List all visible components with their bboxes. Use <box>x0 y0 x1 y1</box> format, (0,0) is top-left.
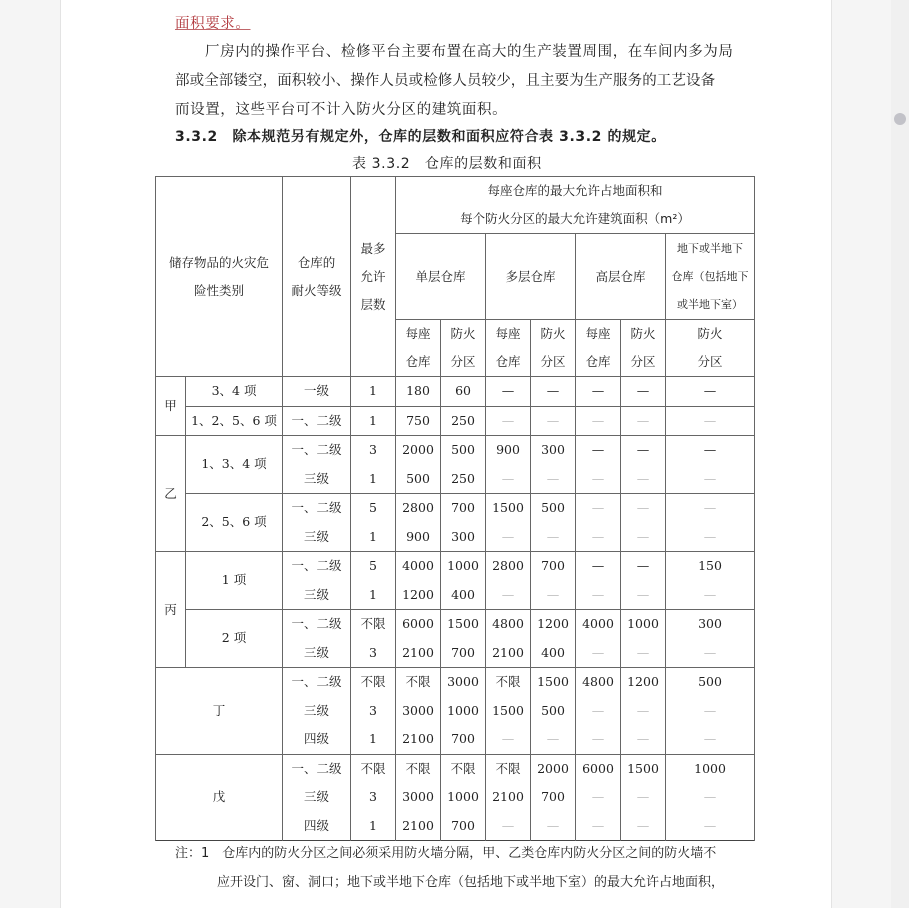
area-value-cell: 2000 <box>396 436 441 465</box>
max-floors-cell: 5 <box>351 494 396 523</box>
area-value-cell: 1000 <box>621 610 666 639</box>
fire-rating-cell: 四级 <box>283 725 351 754</box>
area-value-cell: 不限 <box>441 754 486 783</box>
category-cell: 丙 <box>156 552 186 668</box>
area-value-cell: — <box>576 725 621 754</box>
area-value-cell: 不限 <box>486 754 531 783</box>
area-value-cell: — <box>576 783 621 812</box>
header-area-title: 每座仓库的最大允许占地面积和 每个防火分区的最大允许建筑面积（m²） <box>396 177 755 234</box>
area-value-cell: — <box>576 697 621 726</box>
area-value-cell: — <box>576 552 621 581</box>
area-value-cell: — <box>666 581 755 610</box>
fire-rating-cell: 三级 <box>283 465 351 494</box>
area-value-cell: 700 <box>441 725 486 754</box>
fire-rating-cell: 三级 <box>283 523 351 552</box>
area-value-cell: — <box>621 812 666 841</box>
area-value-cell: 150 <box>666 552 755 581</box>
subcategory-cell: 3、4 项 <box>186 377 283 407</box>
max-floors-cell: 1 <box>351 812 396 841</box>
clause-3-3-2: 3.3.2 除本规范另有规定外，仓库的层数和面积应符合表 3.3.2 的规定。 <box>175 129 666 145</box>
area-value-cell: — <box>576 494 621 523</box>
area-value-cell: — <box>621 494 666 523</box>
header-per-building: 每座 仓库 <box>486 320 531 377</box>
area-value-cell: 1200 <box>396 581 441 610</box>
area-value-cell: 60 <box>441 377 486 407</box>
area-value-cell: 1000 <box>666 754 755 783</box>
fire-rating-cell: 三级 <box>283 581 351 610</box>
previous-paragraph-tail: 面积要求。 <box>175 16 251 32</box>
area-value-cell: 300 <box>531 436 576 465</box>
subcategory-cell: 1 项 <box>186 552 283 610</box>
category-cell: 甲 <box>156 377 186 436</box>
area-value-cell: 4800 <box>576 668 621 697</box>
area-value-cell: — <box>666 783 755 812</box>
area-value-cell: — <box>486 725 531 754</box>
area-value-cell: 500 <box>666 668 755 697</box>
fire-rating-cell: 三级 <box>283 783 351 812</box>
area-value-cell: 1500 <box>531 668 576 697</box>
area-value-cell: — <box>486 406 531 436</box>
area-value-cell: — <box>486 812 531 841</box>
fire-rating-cell: 三级 <box>283 639 351 668</box>
area-value-cell: 不限 <box>396 668 441 697</box>
area-value-cell: — <box>576 523 621 552</box>
area-value-cell: — <box>621 697 666 726</box>
fire-rating-cell: 一、二级 <box>283 552 351 581</box>
area-value-cell: 900 <box>486 436 531 465</box>
area-value-cell: 3000 <box>396 697 441 726</box>
table-row <box>156 610 755 639</box>
area-value-cell: — <box>666 465 755 494</box>
table-row <box>156 406 755 436</box>
paragraph-line-2: 部或全部镂空，面积较小、操作人员或检修人员较少，且主要为生产服务的工艺设备 <box>175 73 716 89</box>
subcategory-cell: 2、5、6 项 <box>186 494 283 552</box>
area-value-cell: — <box>621 465 666 494</box>
header-fire-zone: 防火 分区 <box>531 320 576 377</box>
fire-rating-cell: 一、二级 <box>283 406 351 436</box>
note-line-1: 注：1 仓库内的防火分区之间必须采用防火墙分隔，甲、乙类仓库内防火分区之间的防火墙不 <box>175 846 717 861</box>
area-value-cell: 500 <box>396 465 441 494</box>
area-value-cell: 500 <box>531 697 576 726</box>
area-value-cell: — <box>621 639 666 668</box>
area-value-cell: 250 <box>441 406 486 436</box>
max-floors-cell: 3 <box>351 639 396 668</box>
area-value-cell: 1500 <box>486 697 531 726</box>
area-value-cell: — <box>531 725 576 754</box>
area-value-cell: 2800 <box>396 494 441 523</box>
area-value-cell: — <box>531 465 576 494</box>
header-fire-zone: 防火 分区 <box>666 320 755 377</box>
area-value-cell: 2100 <box>486 639 531 668</box>
fire-rating-cell: 一级 <box>283 377 351 407</box>
header-single-storey: 单层仓库 <box>396 234 486 320</box>
area-value-cell: 1000 <box>441 783 486 812</box>
header-fire-rating: 仓库的 耐火等级 <box>283 177 351 377</box>
area-value-cell: — <box>531 523 576 552</box>
fire-rating-cell: 四级 <box>283 812 351 841</box>
area-value-cell: — <box>621 377 666 407</box>
fire-rating-cell: 三级 <box>283 697 351 726</box>
area-value-cell: 500 <box>531 494 576 523</box>
area-value-cell: 2800 <box>486 552 531 581</box>
area-value-cell: — <box>486 465 531 494</box>
area-value-cell: — <box>666 725 755 754</box>
area-value-cell: 700 <box>441 639 486 668</box>
area-value-cell: 1500 <box>621 754 666 783</box>
max-floors-cell: 1 <box>351 406 396 436</box>
table-row <box>156 377 755 407</box>
warehouse-floors-area-table <box>155 176 755 841</box>
area-value-cell: — <box>531 581 576 610</box>
subcategory-cell: 1、3、4 项 <box>186 436 283 494</box>
max-floors-cell: 1 <box>351 725 396 754</box>
area-value-cell: 1000 <box>441 697 486 726</box>
area-value-cell: 2100 <box>396 639 441 668</box>
header-per-building: 每座 仓库 <box>576 320 621 377</box>
category-cell: 丁 <box>156 668 283 755</box>
max-floors-cell: 1 <box>351 465 396 494</box>
area-value-cell: 400 <box>441 581 486 610</box>
scrollbar-track[interactable] <box>891 0 909 908</box>
area-value-cell: 2100 <box>396 725 441 754</box>
area-value-cell: — <box>666 377 755 407</box>
area-value-cell: 6000 <box>576 754 621 783</box>
area-value-cell: — <box>621 406 666 436</box>
area-value-cell: — <box>621 436 666 465</box>
paragraph-line-3: 而设置，这些平台可不计入防火分区的建筑面积。 <box>175 102 508 118</box>
category-cell: 戊 <box>156 754 283 841</box>
area-value-cell: — <box>576 639 621 668</box>
area-value-cell: — <box>576 436 621 465</box>
table-row <box>156 436 755 465</box>
area-value-cell: — <box>576 812 621 841</box>
table-row <box>156 754 755 783</box>
area-value-cell: 2100 <box>396 812 441 841</box>
max-floors-cell: 1 <box>351 523 396 552</box>
table-caption: 表 3.3.2 仓库的层数和面积 <box>352 156 542 172</box>
area-value-cell: — <box>486 377 531 407</box>
area-value-cell: — <box>621 725 666 754</box>
max-floors-cell: 不限 <box>351 754 396 783</box>
header-fire-zone: 防火 分区 <box>441 320 486 377</box>
area-value-cell: — <box>666 697 755 726</box>
area-value-cell: 300 <box>666 610 755 639</box>
area-value-cell: — <box>576 377 621 407</box>
table-row <box>156 668 755 697</box>
max-floors-cell: 5 <box>351 552 396 581</box>
scrollbar-thumb[interactable] <box>894 113 906 125</box>
area-value-cell: 1500 <box>486 494 531 523</box>
area-value-cell: 4800 <box>486 610 531 639</box>
area-value-cell: 900 <box>396 523 441 552</box>
fire-rating-cell: 一、二级 <box>283 610 351 639</box>
paragraph-line-1: 厂房内的操作平台、检修平台主要布置在高大的生产装置周围，在车间内多为局 <box>205 44 734 60</box>
area-value-cell: — <box>486 523 531 552</box>
area-value-cell: — <box>666 812 755 841</box>
max-floors-cell: 1 <box>351 581 396 610</box>
area-value-cell: — <box>621 523 666 552</box>
area-value-cell: 4000 <box>576 610 621 639</box>
area-value-cell: — <box>666 639 755 668</box>
fire-rating-cell: 一、二级 <box>283 436 351 465</box>
area-value-cell: 700 <box>441 812 486 841</box>
category-cell: 乙 <box>156 436 186 552</box>
header-category: 储存物品的火灾危 险性类别 <box>156 177 283 377</box>
fire-rating-cell: 一、二级 <box>283 668 351 697</box>
area-value-cell: — <box>621 552 666 581</box>
max-floors-cell: 不限 <box>351 668 396 697</box>
area-value-cell: 180 <box>396 377 441 407</box>
area-value-cell: — <box>621 581 666 610</box>
area-value-cell: 4000 <box>396 552 441 581</box>
max-floors-cell: 3 <box>351 783 396 812</box>
area-value-cell: 750 <box>396 406 441 436</box>
area-value-cell: — <box>576 465 621 494</box>
area-value-cell: 2000 <box>531 754 576 783</box>
table-row <box>156 494 755 523</box>
area-value-cell: 700 <box>531 552 576 581</box>
area-value-cell: — <box>531 406 576 436</box>
area-value-cell: — <box>666 494 755 523</box>
fire-rating-cell: 一、二级 <box>283 754 351 783</box>
max-floors-cell: 1 <box>351 377 396 407</box>
area-value-cell: 300 <box>441 523 486 552</box>
area-value-cell: 不限 <box>486 668 531 697</box>
area-value-cell: 1200 <box>621 668 666 697</box>
area-value-cell: 6000 <box>396 610 441 639</box>
header-underground: 地下或半地下 仓库（包括地下 或半地下室） <box>666 234 755 320</box>
area-value-cell: 1500 <box>441 610 486 639</box>
header-high-rise: 高层仓库 <box>576 234 666 320</box>
area-value-cell: — <box>486 581 531 610</box>
area-value-cell: 3000 <box>441 668 486 697</box>
max-floors-cell: 不限 <box>351 610 396 639</box>
area-value-cell: — <box>531 377 576 407</box>
header-per-building: 每座 仓库 <box>396 320 441 377</box>
area-value-cell: — <box>576 406 621 436</box>
area-value-cell: 3000 <box>396 783 441 812</box>
area-value-cell: 700 <box>441 494 486 523</box>
area-value-cell: — <box>666 436 755 465</box>
fire-rating-cell: 一、二级 <box>283 494 351 523</box>
area-value-cell: — <box>666 523 755 552</box>
area-value-cell: 不限 <box>396 754 441 783</box>
area-value-cell: 250 <box>441 465 486 494</box>
max-floors-cell: 3 <box>351 697 396 726</box>
area-value-cell: 400 <box>531 639 576 668</box>
subcategory-cell: 1、2、5、6 项 <box>186 406 283 436</box>
subcategory-cell: 2 项 <box>186 610 283 668</box>
area-value-cell: 1000 <box>441 552 486 581</box>
note-line-2: 应开设门、窗、洞口；地下或半地下仓库（包括地下或半地下室）的最大允许占地面积， <box>217 875 725 890</box>
header-fire-zone: 防火 分区 <box>621 320 666 377</box>
table-row <box>156 552 755 581</box>
area-value-cell: 500 <box>441 436 486 465</box>
area-value-cell: — <box>576 581 621 610</box>
area-value-cell: 1200 <box>531 610 576 639</box>
header-multi-storey: 多层仓库 <box>486 234 576 320</box>
area-value-cell: — <box>666 406 755 436</box>
area-value-cell: — <box>531 812 576 841</box>
max-floors-cell: 3 <box>351 436 396 465</box>
area-value-cell: 700 <box>531 783 576 812</box>
area-value-cell: 2100 <box>486 783 531 812</box>
header-max-floors: 最多 允许 层数 <box>351 177 396 377</box>
area-value-cell: — <box>621 783 666 812</box>
